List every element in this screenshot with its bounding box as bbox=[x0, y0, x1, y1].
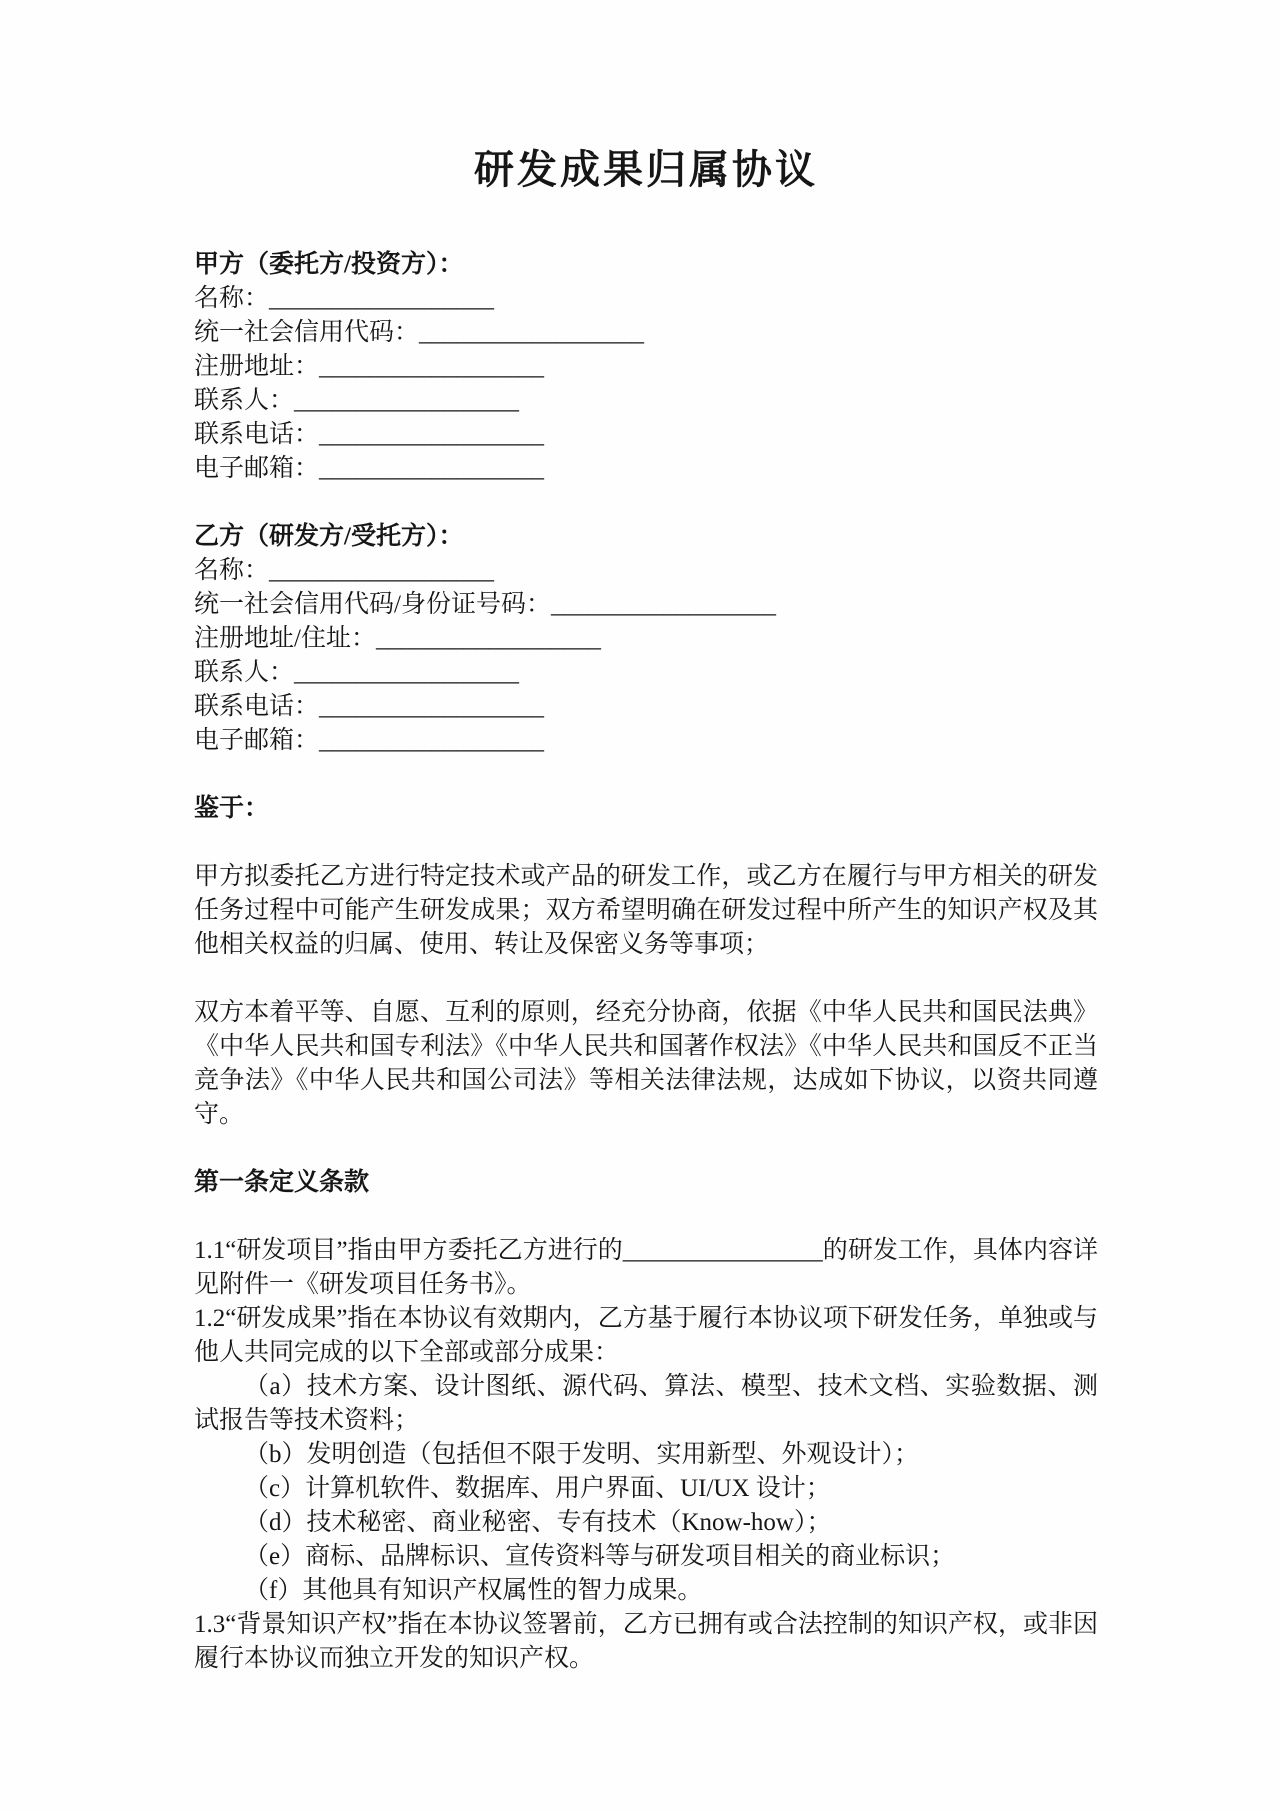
party-b-phone-field bbox=[194, 690, 1098, 724]
party-a-address-field bbox=[194, 350, 1098, 384]
clause-1-2-item-a: （a）技术方案、设计图纸、源代码、算法、模型、技术文档、实验数据、测试报告等技术资料； bbox=[194, 1373, 1098, 1434]
field-blank-line: __________________ bbox=[550, 591, 776, 618]
article-1-body bbox=[194, 1234, 1098, 1676]
field-blank-line: __________________ bbox=[319, 693, 545, 720]
clause-1-2-item-e: （e）商标、品牌标识、宣传资料等与研发项目相关的商业标识； bbox=[244, 1543, 956, 1570]
field-blank-line: __________________ bbox=[269, 557, 495, 584]
clause-1-1-prefix: 1.1“研发项目”指由甲方委托乙方进行的 bbox=[194, 1237, 623, 1264]
clause-1-1 bbox=[194, 1234, 1098, 1302]
party-a-contact-field bbox=[194, 384, 1098, 418]
party-b-email-field bbox=[194, 724, 1098, 758]
clause-1-1-blank-line: ________________ bbox=[622, 1237, 823, 1264]
whereas-paragraph-1-text: 甲方拟委托乙方进行特定技术或产品的研发工作，或乙方在履行与甲方相关的研发任务过程中可能产生研发成果；双方希望明确在研发过程中所产生的知识产权及其他相关权益的归属、使用、转让及保密义务等事项； bbox=[194, 863, 1098, 958]
party-b-section bbox=[194, 520, 1098, 758]
field-label: 联系人： bbox=[194, 387, 295, 414]
field-blank-line: __________________ bbox=[319, 353, 545, 380]
field-label: 联系电话： bbox=[194, 421, 320, 448]
field-blank-line: __________________ bbox=[319, 421, 545, 448]
field-label: 电子邮箱： bbox=[194, 455, 320, 482]
clause-1-2: 1.2“研发成果”指在本协议有效期内，乙方基于履行本协议项下研发任务，单独或与他人共同完成的以下全部或部分成果： bbox=[194, 1305, 1098, 1366]
party-a-name-field bbox=[194, 282, 1098, 316]
party-a-email-field bbox=[194, 452, 1098, 486]
whereas-paragraph-1 bbox=[194, 860, 1098, 962]
field-blank-line: __________________ bbox=[269, 285, 495, 312]
party-b-name-field bbox=[194, 554, 1098, 588]
clause-1-2-item-c: （c）计算机软件、数据库、用户界面、UI/UX 设计； bbox=[244, 1475, 831, 1502]
field-blank-line: __________________ bbox=[294, 387, 520, 414]
whereas-heading-section bbox=[194, 792, 1098, 826]
party-a-phone-field bbox=[194, 418, 1098, 452]
field-label: 联系人： bbox=[194, 659, 295, 686]
party-b-address-field bbox=[194, 622, 1098, 656]
field-label: 名称： bbox=[194, 285, 270, 312]
field-blank-line: __________________ bbox=[419, 319, 645, 346]
document-title: 研发成果归属协议 bbox=[474, 147, 818, 192]
party-b-credit-or-id-field bbox=[194, 588, 1098, 622]
party-b-heading: 乙方（研发方/受托方）： bbox=[194, 523, 464, 550]
party-a-heading: 甲方（委托方/投资方）： bbox=[194, 251, 464, 278]
clause-1-2-item-b: （b）发明创造（包括但不限于发明、实用新型、外观设计）； bbox=[244, 1441, 920, 1468]
field-label: 联系电话： bbox=[194, 693, 320, 720]
party-b-contact-field bbox=[194, 656, 1098, 690]
field-blank-line: __________________ bbox=[375, 625, 601, 652]
field-label: 统一社会信用代码： bbox=[194, 319, 420, 346]
whereas-paragraph-2 bbox=[194, 996, 1098, 1132]
field-label: 名称： bbox=[194, 557, 270, 584]
field-label: 统一社会信用代码/身份证号码： bbox=[194, 591, 551, 618]
clause-1-1-suffix: 的研发工作，具体内容详见附件一《研发项目任务书》。 bbox=[194, 1237, 1098, 1298]
party-a-section bbox=[194, 248, 1098, 486]
field-label: 注册地址： bbox=[194, 353, 320, 380]
field-blank-line: __________________ bbox=[294, 659, 520, 686]
field-label: 注册地址/住址： bbox=[194, 625, 376, 652]
field-blank-line: __________________ bbox=[319, 455, 545, 482]
clause-1-2-item-f: （f）其他具有知识产权属性的智力成果。 bbox=[244, 1577, 703, 1604]
party-a-credit-code-field bbox=[194, 316, 1098, 350]
whereas-heading: 鉴于： bbox=[194, 795, 270, 822]
clause-1-2-item-d: （d）技术秘密、商业秘密、专有技术（Know-how）； bbox=[244, 1509, 832, 1536]
article-1-heading-section bbox=[194, 1166, 1098, 1200]
article-1-heading: 第一条定义条款 bbox=[194, 1169, 370, 1196]
whereas-paragraph-2-text: 双方本着平等、自愿、互利的原则，经充分协商，依据《中华人民共和国民法典》《中华人民共和国专利法》《中华人民共和国著作权法》《中华人民共和国反不正当竞争法》《中华人民共和国公司法》等相关法律法规，达成如下协议，以资共同遵守。 bbox=[194, 999, 1098, 1128]
clause-1-3: 1.3“背景知识产权”指在本协议签署前，乙方已拥有或合法控制的知识产权，或非因履行本协议而独立开发的知识产权。 bbox=[194, 1611, 1098, 1672]
field-blank-line: __________________ bbox=[319, 727, 545, 754]
field-label: 电子邮箱： bbox=[194, 727, 320, 754]
